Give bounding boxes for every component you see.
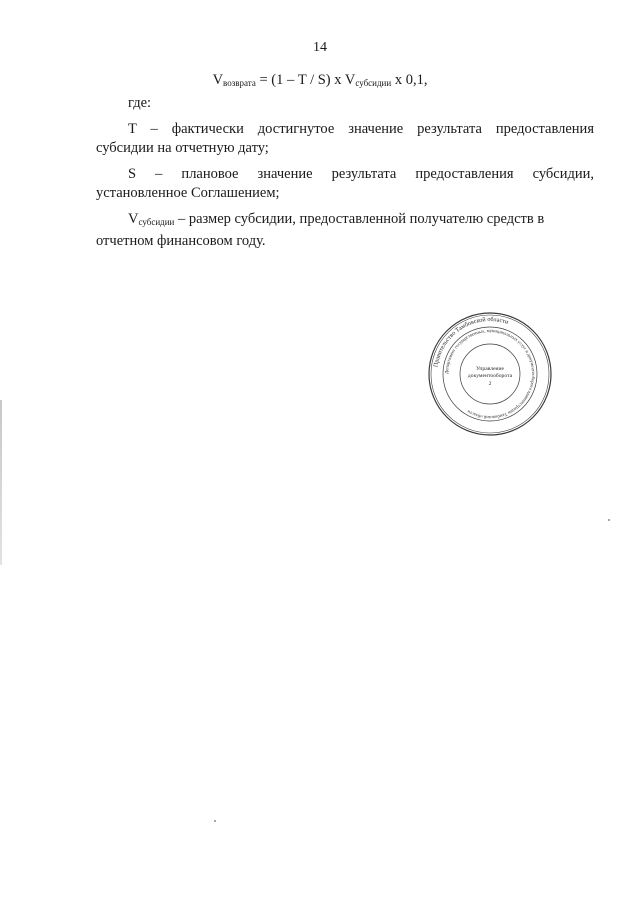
- where-label: где:: [128, 95, 152, 111]
- svg-text:Правительство Тамбовской облас: [432, 316, 509, 368]
- stamp-outer-text: Правительство Тамбовской области: [432, 315, 510, 368]
- v-symbol: V: [128, 210, 139, 227]
- t-definition-line2: субсидии на отчетную дату;: [96, 140, 269, 156]
- stamp-center-line3: 2: [488, 381, 492, 387]
- formula-middle: = (1 – T / S) x V: [255, 72, 356, 88]
- scan-speck: [214, 820, 216, 822]
- s-definition-line1: S – плановое значение результата предоставления субсидии,: [128, 165, 594, 182]
- v-definition-rest: – размер субсидии, предоставленной получателю средств в: [174, 210, 545, 227]
- v-definition-line2: отчетном финансовом году.: [96, 233, 266, 249]
- v-subscript: субсидии: [138, 216, 175, 227]
- t-definition-line1: T – фактически достигнутое значение результата предоставления: [128, 120, 594, 137]
- official-stamp: [427, 311, 553, 437]
- stamp-center-line1: Управление: [475, 366, 505, 372]
- formula-lhs: V: [212, 72, 224, 88]
- formula-rhs-subscript: субсидии: [355, 78, 392, 88]
- formula-tail: x 0,1,: [391, 72, 428, 88]
- stamp-center-line2: документооборота: [467, 373, 513, 379]
- refund-formula: [0, 72, 640, 89]
- scan-edge-mark: [0, 400, 2, 565]
- s-definition-line2: установленное Соглашением;: [96, 185, 280, 201]
- formula-lhs-subscript: возврата: [223, 78, 256, 88]
- v-definition-line1: [96, 210, 594, 233]
- formula-explanation: [96, 94, 594, 252]
- scan-speck: [608, 519, 610, 521]
- stamp-middle-text: Департамент государственных, муниципальных услуг и документооборота администрации Тамбовской области: [443, 327, 537, 421]
- stamp-seal-icon: [427, 311, 553, 437]
- page-number: 14: [313, 40, 327, 55]
